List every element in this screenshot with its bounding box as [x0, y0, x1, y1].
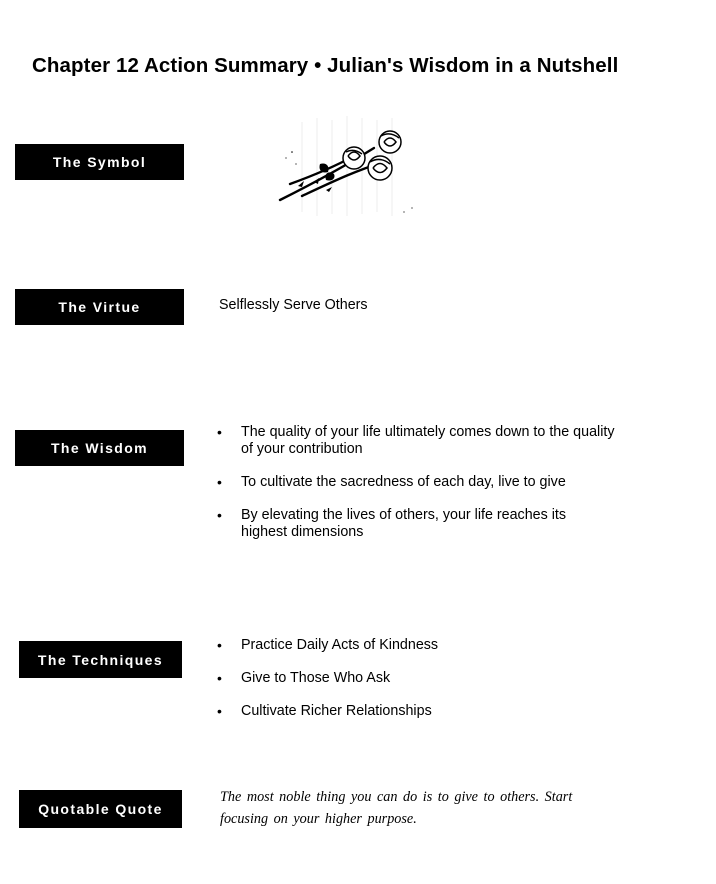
- list-item: • Practice Daily Acts of Kindness: [217, 637, 597, 654]
- symbol-label: The Symbol: [15, 144, 184, 180]
- quotable-quote-text: The most noble thing you can do is to give to others. Start focusing on your higher purpose.: [220, 789, 573, 827]
- virtue-label: The Virtue: [15, 289, 184, 325]
- wisdom-label: The Wisdom: [15, 430, 184, 466]
- wisdom-list: [217, 424, 627, 541]
- page-title: Chapter 12 Action Summary • Julian's Wisdom in a Nutshell: [32, 54, 619, 77]
- techniques-label: The Techniques: [19, 641, 182, 678]
- list-item: • Cultivate Richer Relationships: [217, 703, 597, 720]
- roses-icon: [262, 112, 424, 220]
- virtue-text: Selflessly Serve Others: [219, 297, 368, 313]
- list-item: • Give to Those Who Ask: [217, 670, 597, 687]
- list-item: • The quality of your life ultimately comes down to the quality of your contribution: [217, 424, 627, 458]
- quote-label: Quotable Quote: [19, 790, 182, 828]
- list-item: • To cultivate the sacredness of each day, live to give: [217, 474, 627, 491]
- techniques-list: [217, 637, 597, 720]
- list-item: • By elevating the lives of others, your life reaches its highest dimensions: [217, 507, 627, 541]
